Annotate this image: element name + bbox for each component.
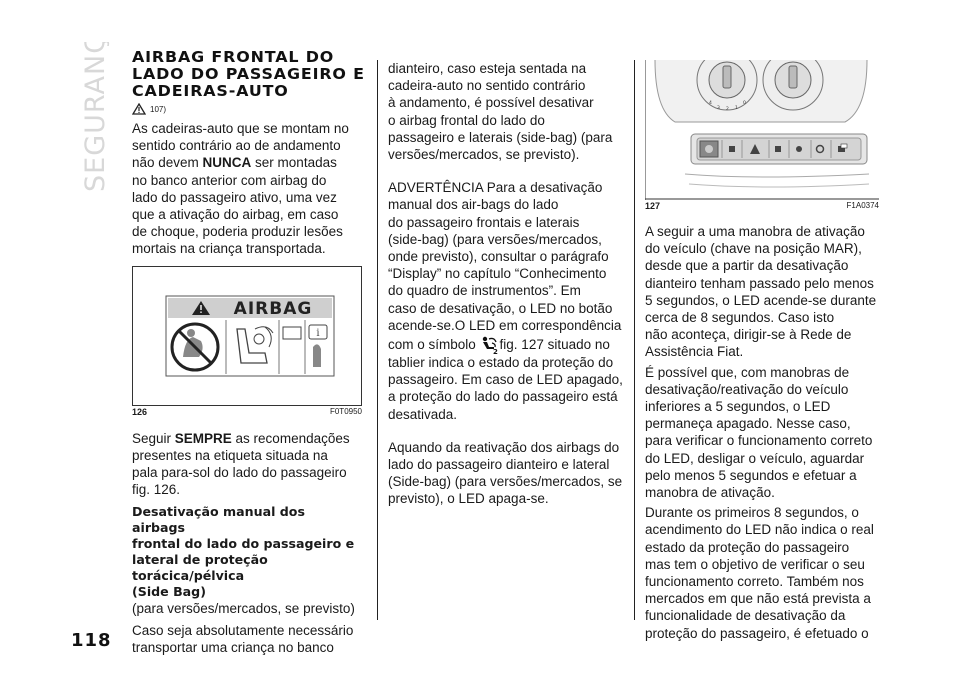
text-line: transportar uma criança no banco (132, 639, 334, 655)
text-line: o airbag frontal do lado do (388, 112, 545, 128)
figure-caption (645, 201, 879, 211)
warning-ref-number: 107) (150, 104, 167, 114)
text-line: não aconteça, dirigir-se à Rede de (645, 327, 852, 343)
paragraph (645, 223, 879, 361)
figure-number: 126 (132, 406, 148, 417)
figure-126-airbag-label (132, 266, 362, 406)
text-line: A seguir a uma manobra de ativação (645, 224, 865, 239)
text-line: permaneça apagado. Nesse caso, (645, 416, 851, 432)
title-line: frontal do lado do passageiro e (132, 536, 355, 552)
text-line: acendimento do LED não indica o real (645, 522, 874, 538)
text-line: previsto), o LED apaga-se. (388, 491, 549, 507)
text-line: Aquando da reativação dos airbags do (388, 439, 620, 455)
paragraph (388, 60, 626, 163)
page-number: 118 (71, 630, 112, 651)
title-line: Desativação manual dos airbags (132, 504, 305, 536)
text-line: desativação/reativação do veículo (645, 381, 849, 397)
text-line: passageiro. Em caso de LED apagado, (388, 372, 623, 388)
text-line: ADVERTÊNCIA Para a desativação (388, 180, 603, 196)
text-line: presentes na etiqueta situada na (132, 447, 328, 463)
text-line: Assistência Fiat. (645, 344, 744, 360)
title-line: lateral de proteção torácica/pélvica (132, 552, 268, 584)
text-line: proteção do passageiro, é efetuado o (645, 625, 869, 641)
dial-mark: 3 (717, 106, 720, 111)
figure-127-dashboard-controls (645, 60, 879, 200)
passenger-airbag-off-icon (480, 336, 500, 354)
text-line: cerca de 8 segundos. Caso isto (645, 310, 835, 326)
dashboard-panel-illustration (645, 60, 879, 200)
figure-number: 127 (645, 201, 661, 211)
paragraph (388, 439, 626, 508)
column-divider (377, 60, 378, 620)
dial-mark: 0 (743, 101, 746, 106)
text-line: inferiores a 5 segundos, o LED (645, 399, 831, 415)
text-line: lado do passageiro dianteiro e lateral (388, 457, 610, 473)
text-line: 5 segundos, o LED acende-se durante (645, 292, 877, 308)
paragraph (132, 120, 362, 258)
dial-mark: 1 (735, 106, 738, 111)
text-line: com o símbolo (388, 337, 480, 353)
column-divider (634, 60, 635, 620)
title-line: LADO DO PASSAGEIRO E (132, 65, 365, 83)
airbag-warning-label-illustration (133, 267, 361, 405)
text-line: As cadeiras-auto que se montam no (132, 121, 349, 136)
airbag-label-text: AIRBAG (233, 298, 313, 319)
text-line: para verificar o funcionamento correto (645, 433, 873, 449)
text-line: que a ativação do airbag, em caso (132, 207, 339, 223)
text-line: É possível que, com manobras de (645, 364, 850, 380)
paragraph (388, 179, 626, 423)
column-1 (132, 48, 365, 656)
text-line: funcionalidade de desativação da (645, 608, 846, 624)
text-line: acende-se.O LED em correspondência (388, 317, 622, 333)
figure-caption (132, 407, 362, 417)
emphasis-never: NUNCA (202, 155, 252, 171)
text-line: “Display” no capítulo “Conhecimento (388, 266, 607, 282)
title-line: (Side Bag) (132, 584, 206, 600)
title-line: AIRBAG FRONTAL DO (132, 48, 335, 66)
text-line: tablier indica o estado da proteção do (388, 355, 614, 371)
text-line: Seguir (132, 430, 175, 446)
text-line: versões/mercados, se previsto). (388, 147, 580, 163)
text-line: estado da proteção do passageiro (645, 539, 850, 555)
column-3 (645, 60, 879, 642)
figure-code: F1A0374 (846, 201, 879, 210)
paragraph (645, 504, 879, 642)
text-line: sentido contrário ao de andamento (132, 138, 341, 154)
dial-mark: 4 (709, 101, 712, 106)
text-line: lado do passageiro ativo, uma vez (132, 189, 337, 205)
text-line: Caso seja absolutamente necessário (132, 622, 354, 638)
warning-reference (132, 102, 362, 116)
text-line: desativada. (388, 406, 458, 422)
paragraph: (para versões/mercados, se previsto) (132, 601, 355, 617)
column-2 (388, 60, 626, 508)
section-side-label (74, 42, 114, 192)
text-line: do veículo (chave na posição MAR), (645, 241, 862, 257)
text-line: do quadro de instrumentos”. Em (388, 283, 581, 299)
text-line: manobra de ativação. (645, 485, 775, 501)
figure-code: F0T0950 (329, 406, 362, 416)
subsection-title (132, 504, 362, 600)
text-line: do LED, desligar o veículo, aguardar (645, 450, 865, 466)
title-line: CADEIRAS-AUTO (132, 82, 289, 100)
text-line: fig. 127 situado no (499, 337, 610, 353)
text-line: manual dos air-bags do lado (388, 197, 559, 213)
warning-triangle-icon (132, 103, 146, 115)
text-line: Durante os primeiros 8 segundos, o (645, 505, 859, 521)
paragraph (132, 430, 362, 499)
text-line: (Side-bag) (para versões/mercados, se (388, 474, 623, 490)
text-line: pelo menos 5 segundos e efetuar a (645, 467, 857, 483)
text-line: mercados em que não está prevista a (645, 591, 871, 607)
text-line: (side-bag) (para versões/mercados, (388, 231, 602, 247)
paragraph (645, 364, 879, 502)
text-line: dianteiro, caso esteja sentada na (388, 61, 587, 76)
text-line: no banco anterior com airbag do (132, 172, 327, 188)
text-line: desde que a partir da desativação (645, 258, 849, 274)
text-line: fig. 126. (132, 482, 181, 498)
text-line: de choque, poderia produzir lesões (132, 224, 343, 240)
section-side-label-text: SEGURANÇA (80, 42, 111, 192)
text-line: à andamento, é possível desativar (388, 95, 594, 111)
text-line: não devem (132, 155, 203, 171)
paragraph (132, 622, 362, 656)
text-line: onde previsto), consultar o parágrafo (388, 249, 609, 265)
svg-text:i: i (316, 327, 320, 339)
text-line: ser montadas (251, 155, 337, 171)
text-line: a proteção do lado do passageiro está (388, 389, 618, 405)
text-line: as recomendações (231, 430, 350, 446)
text-line: dianteiro tenham passado pelo menos (645, 275, 874, 291)
text-line: mortais na criança transportada. (132, 241, 326, 257)
text-line: cadeira-auto no sentido contrário (388, 78, 586, 94)
text-line: mas tem o objetivo de verificar o seu (645, 556, 865, 572)
emphasis-always: SEMPRE (174, 430, 232, 446)
text-line: pala para-sol do lado do passageiro (132, 465, 347, 481)
text-line: funcionamento correto. Também nos (645, 574, 864, 590)
text-line: do passageiro frontais e laterais (388, 214, 580, 230)
dial-mark: 2 (726, 107, 729, 112)
section-title (132, 49, 376, 100)
svg-text:2: 2 (492, 348, 498, 355)
text-line: passageiro e laterais (side-bag) (para (388, 129, 613, 145)
text-line: caso de desativação, o LED no botão (388, 300, 613, 316)
